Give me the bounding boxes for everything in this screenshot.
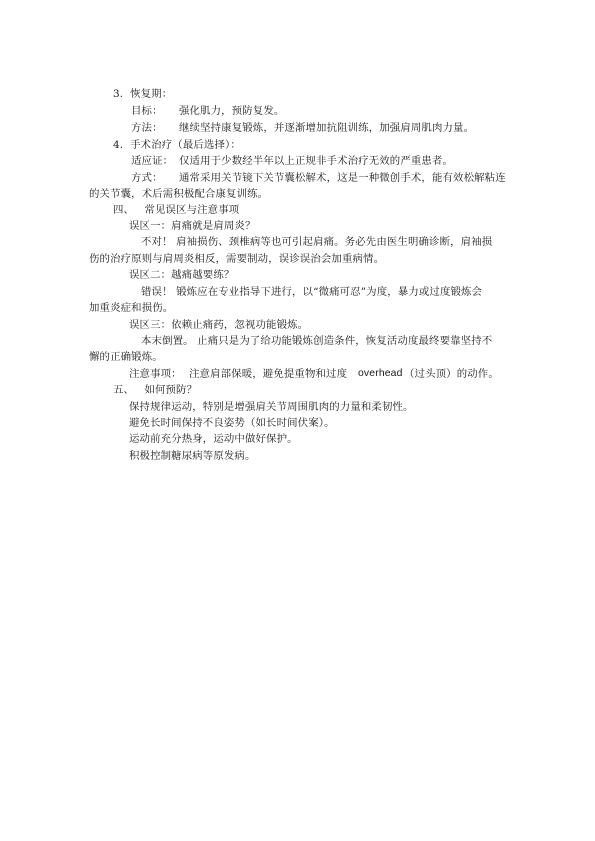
surgery-method <box>0 171 595 185</box>
attention-note-text-c: （过头顶）的动作。 <box>404 368 499 380</box>
misconception-2-title: 误区二：越痛越要练？ <box>129 269 235 281</box>
prevention-item: 运动前充分热身，运动中做好保护。 <box>129 433 298 445</box>
misconception-3-title: 误区三：依赖止痛药，忽视功能锻炼。 <box>129 319 309 331</box>
surgery-method-line2: 的关节囊，术后需积极配合康复训练。 <box>89 188 269 200</box>
recovery-heading: 3. 恢复期： <box>113 88 173 100</box>
misconception-1-line2: 伤的治疗原则与肩周炎相反，需要制动，误诊误治会加重病情。 <box>89 253 385 265</box>
recovery-method <box>0 121 595 135</box>
surgery-method-cont <box>0 187 595 201</box>
recovery-goal-label: 目标： <box>131 105 163 117</box>
misconception-1-line1: 不对！ 肩袖损伤、颈椎病等也可引起肩痛。务必先由医生明确诊断，肩袖损 <box>141 236 493 248</box>
attention-note-label: 注意事项： <box>129 368 182 380</box>
attention-note <box>0 367 595 381</box>
attention-note-text-b: overhead <box>358 368 403 379</box>
misconception-3-line1: 本末倒置。 止痛只是为了给功能锻炼创造条件，恢复活动度最终要靠坚持不 <box>141 335 493 347</box>
misconception-1-title: 误区一：肩痛就是肩周炎？ <box>129 220 256 232</box>
surgery-method-label: 方式： <box>131 172 163 184</box>
prevention-item: 保持规律运动，特别是增强肩关节周围肌肉的力量和柔韧性。 <box>129 401 414 413</box>
surgery-indication <box>0 154 595 168</box>
surgery-indication-label: 适应证： <box>131 155 174 167</box>
misconception-2-line1: 错误！ 锻炼应在专业指导下进行，以“微痛可忍”为度，暴力或过度锻炼会 <box>141 286 483 298</box>
prevention-heading: 五、 如何预防？ <box>113 384 198 396</box>
misconceptions-heading: 四、 常见误区与注意事项 <box>113 204 240 216</box>
recovery-goal <box>0 104 595 118</box>
misconception-2-line2: 加重炎症和损伤。 <box>89 302 174 314</box>
surgery-method-line1: 通常采用关节镜下关节囊松解术，这是一种微创手术，能有效松解粘连 <box>179 172 506 184</box>
recovery-method-text: 继续坚持康复锻炼，并逐渐增加抗阻训练，加强肩周肌肉力量。 <box>179 122 475 134</box>
prevention-item: 避免长时间保持不良姿势（如长时间伏案）。 <box>129 417 335 429</box>
surgery-indication-text: 仅适用于少数经半年以上正规非手术治疗无效的严重患者。 <box>179 155 454 167</box>
prevention-item: 积极控制糖尿病等原发病。 <box>129 450 256 462</box>
misconception-3-line2: 懈的正确锻炼。 <box>89 351 163 363</box>
attention-note-text-a: 注意肩部保暖，避免提重物和过度 <box>189 368 348 380</box>
surgery-heading: 4. 手术治疗（最后选择）： <box>113 139 241 151</box>
recovery-goal-text: 强化肌力，预防复发。 <box>179 105 285 117</box>
recovery-method-label: 方法： <box>131 122 163 134</box>
